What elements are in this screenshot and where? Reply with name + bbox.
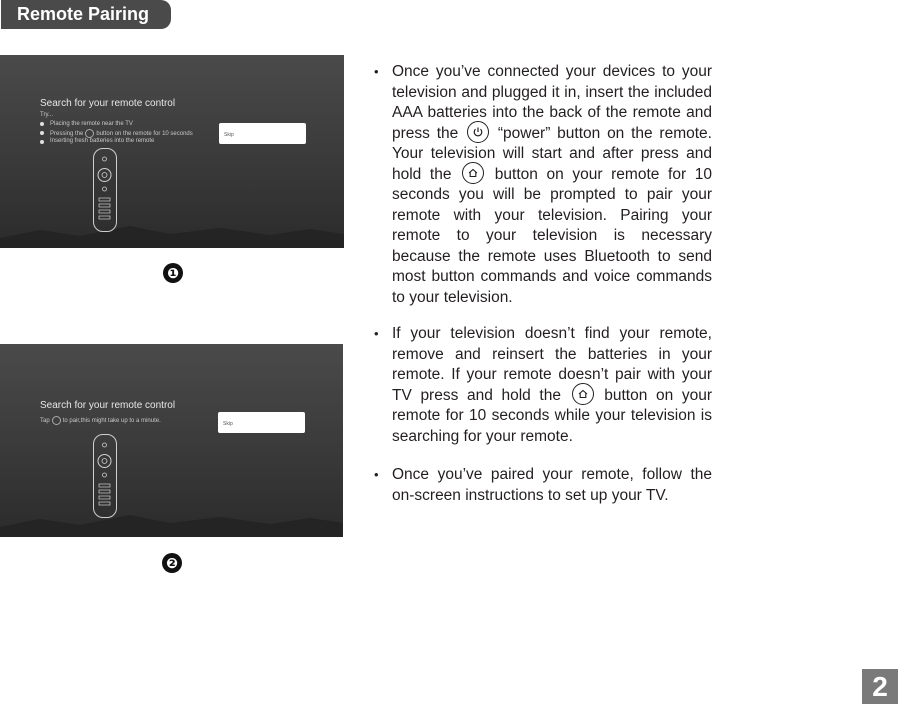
tv-screen-title: Search for your remote control xyxy=(40,400,176,411)
remote-buttons-icon xyxy=(94,149,115,230)
home-button-icon xyxy=(85,129,94,138)
instruction-list xyxy=(372,62,712,506)
section-title: Remote Pairing xyxy=(1,0,171,29)
home-button-icon xyxy=(52,416,61,425)
power-icon xyxy=(467,121,489,143)
tv-screen-title: Search for your remote control xyxy=(40,98,176,109)
tv-screenshot-2 xyxy=(0,344,343,537)
instruction-2-part-a: If your television doesn’t find your remote, remove and reinsert the batteries in your remote. If your remote doesn’t pair with your TV press and hold the xyxy=(392,325,712,404)
tv-tip-3: Inserting fresh batteries into the remote xyxy=(50,138,155,144)
try-label: Try... xyxy=(40,112,53,118)
tap-prefix: Tap xyxy=(40,418,50,425)
mountain-silhouette xyxy=(0,208,344,248)
bullet-dot xyxy=(40,122,44,126)
page-number: 2 xyxy=(862,669,898,704)
step-marker-2: ❷ xyxy=(162,553,182,573)
mountain-silhouette xyxy=(0,497,343,537)
bullet-dot xyxy=(40,131,44,135)
tap-instruction xyxy=(40,416,161,425)
tv-tip-2 xyxy=(50,129,193,138)
instruction-1-part-b: “power” button on the remote. Your television will start and after press and hold the xyxy=(392,124,712,183)
tv-tip-2-prefix: Pressing the xyxy=(50,131,84,138)
home-icon xyxy=(572,383,594,405)
instruction-item-1 xyxy=(372,62,712,308)
tv-screenshot-1 xyxy=(0,55,344,248)
tv-tip-2-suffix: button on the remote for 10 seconds xyxy=(96,131,193,138)
instruction-item-2 xyxy=(372,324,712,447)
instruction-3-text: Once you’ve paired your remote, follow the on-screen instructions to set up your TV. xyxy=(392,466,712,504)
remote-buttons-icon xyxy=(94,435,115,516)
remote-illustration xyxy=(93,148,117,232)
instruction-item-3 xyxy=(372,465,712,506)
skip-button[interactable]: Skip xyxy=(218,412,305,433)
step-marker-1: ❶ xyxy=(163,263,183,283)
instruction-2-part-b: button on your remote for 10 seconds while your television is searching for your remote. xyxy=(392,386,712,445)
tv-tip-1: Placing the remote near the TV xyxy=(50,121,133,127)
tap-suffix: to pair,this might take up to a minute. xyxy=(62,418,161,425)
instruction-1-part-a: Once you’ve connected your devices to your television and plugged it in, insert the included AAA batteries into the back of the remote and press the xyxy=(392,63,712,142)
home-icon xyxy=(462,162,484,184)
instruction-1-part-c: button on your remote for 10 seconds you will be prompted to pair your remote with your television. Pairing your remote to your television is necessary because the remote uses Bluetooth to send most button commands and voice commands to your television. xyxy=(392,165,712,306)
remote-illustration xyxy=(93,434,117,518)
skip-button[interactable]: Skip xyxy=(219,123,306,144)
bullet-dot xyxy=(40,140,44,144)
